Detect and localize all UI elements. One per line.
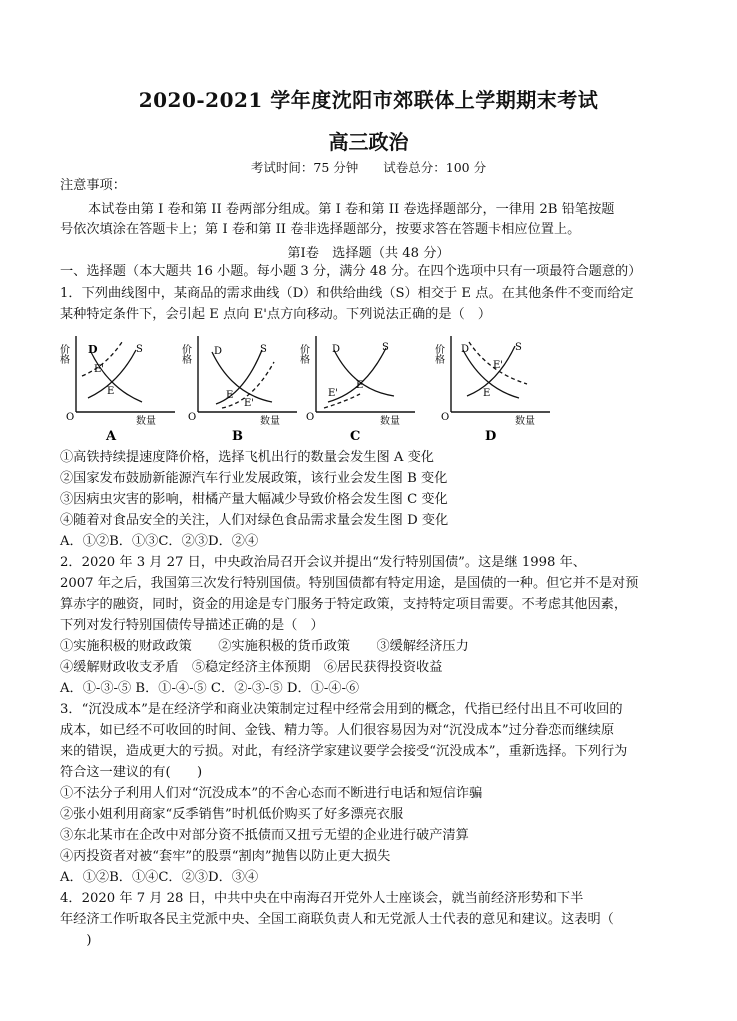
- equilibrium-label: E: [226, 390, 234, 401]
- new-equilibrium-label: E': [493, 360, 504, 371]
- q1-option-1: ①高铁持续提速度降价格，选择飞机出行的数量会发生图 A 变化: [60, 450, 434, 465]
- y-axis-label: 价格: [57, 344, 69, 364]
- q4-stem-line-1: 4．2020 年 7 月 28 日，中共中央在中南海召开党外人士座谈会，就当前经济形势和下半: [60, 891, 584, 906]
- q2-stem-line-4: 下列对发行特别国债传导描述正确的是（ ）: [60, 618, 324, 633]
- section-description: 一、选择题（本大题共 16 小题。每小题 3 分，满分 48 分。在四个选项中只有一项最符合题意的）: [60, 264, 642, 279]
- section-title: 第Ⅰ卷 选择题（共 48 分）: [287, 246, 450, 261]
- y-axis-label: 价格: [432, 344, 444, 364]
- q2-answers: A．①-③-⑤ B．①-④-⑤ C．②-③-⑤ D．①-④-⑥: [60, 681, 360, 696]
- demand-label: D: [88, 343, 98, 356]
- q1-option-3: ③因病虫灾害的影响，柑橘产量大幅减少导致价格会发生图 C 变化: [60, 492, 448, 507]
- demand-label: D: [461, 344, 470, 355]
- x-axis-label: 数量: [260, 416, 280, 427]
- chart-d: [432, 332, 560, 444]
- chart-label: A: [106, 429, 117, 444]
- y-axis-label: 价格: [179, 344, 191, 364]
- q1-stem-line-1: 1．下列曲线图中，某商品的需求曲线（D）和供给曲线（S）相交于 E 点。在其他条件不变而给定: [60, 286, 634, 301]
- q3-option-2: ②张小姐利用商家“反季销售”时机低价购买了好多漂亮衣服: [60, 807, 404, 822]
- chart-c: [297, 332, 425, 444]
- q3-option-4: ④丙投资者对被“套牢”的股票“割肉”抛售以防止更大损失: [60, 849, 391, 864]
- chart-a-svg: [57, 332, 185, 444]
- x-axis-label: 数量: [515, 416, 535, 427]
- equilibrium-label: E: [356, 380, 364, 391]
- page-title: 2020-2021 学年度沈阳市郊联体上学期期末考试: [138, 88, 599, 112]
- q3-stem-line-2: 成本，如已经不可收回的时间、金钱、精力等。人们很容易因为对“沉没成本”过分眷恋而继续原: [60, 723, 615, 738]
- supply-curve: [216, 350, 262, 404]
- notes-line-1: 本试卷由第 I 卷和第 II 卷两部分组成。第 I 卷和第 II 卷选择题部分，一律用 2B 铅笔按题: [88, 202, 615, 217]
- equilibrium-label: E: [107, 386, 115, 397]
- q3-stem-line-3: 来的错误，造成更大的亏损。对此，有经济学家建议要学会接受“沉没成本”，重新选择。下列行为: [60, 744, 628, 759]
- q4-stem-line-2: 年经济工作听取各民主党派中央、全国工商联负责人和无党派人士代表的意见和建议。这表明（: [60, 912, 614, 927]
- demand-curve: [212, 352, 272, 402]
- origin-label: O: [188, 412, 197, 423]
- q4-stem-line-3: ): [60, 933, 92, 948]
- demand-curve: [463, 350, 519, 398]
- chart-label: C: [350, 429, 361, 444]
- notes-line-2: 号依次填涂在答题卡上；第 I 卷和第 II 卷非选择题部分，按要求答在答题卡相应位置上。: [60, 222, 581, 237]
- q3-stem-line-4: 符合这一建议的有( ): [60, 765, 203, 780]
- chart-c-svg: [297, 332, 425, 444]
- q2-stem-line-3: 算赤字的融资，同时，资金的用途是专门服务于特定政策，支持特定项目需要。不考虑其他因素，: [60, 597, 628, 612]
- equilibrium-label: E: [483, 388, 491, 399]
- q3-option-1: ①不法分子利用人们对“沉没成本”的不舍心态而不断进行电话和短信诈骗: [60, 786, 483, 801]
- origin-label: O: [66, 412, 75, 423]
- page-subtitle: 高三政治: [328, 130, 409, 154]
- chart-d-svg: [432, 332, 560, 444]
- origin-label: O: [441, 412, 450, 423]
- chart-label: D: [485, 429, 497, 444]
- demand-curve: [90, 350, 142, 402]
- q2-options-a: ①实施积极的财政政策 ②实施积极的货币政策 ③缓解经济压力: [60, 639, 469, 654]
- supply-label: S: [260, 344, 267, 355]
- q1-option-4: ④随着对食品安全的关注，人们对绿色食品需求量会发生图 D 变化: [60, 513, 449, 528]
- x-axis-label: 数量: [136, 416, 156, 427]
- chart-b: [179, 332, 307, 444]
- x-axis-label: 数量: [380, 416, 400, 427]
- new-equilibrium-label: E': [328, 388, 339, 399]
- q1-option-2: ②国家发布鼓励新能源汽车行业发展政策，该行业会发生图 B 变化: [60, 471, 448, 486]
- supply-label: S: [515, 342, 522, 353]
- demand-curve: [334, 350, 394, 396]
- origin-label: O: [306, 412, 315, 423]
- notes-heading: 注意事项：: [60, 178, 126, 193]
- q3-stem-line-1: 3．“沉没成本”是在经济学和商业决策制定过程中经常会用到的概念，代指已经付出且不可收回的: [60, 702, 623, 717]
- q1-answers: A．①②B．①③C．②③D．②④: [60, 534, 259, 549]
- demand-label: D: [214, 346, 223, 357]
- chart-a: [57, 332, 185, 444]
- chart-b-svg: [179, 332, 307, 444]
- new-equilibrium-label: E': [244, 398, 255, 409]
- chart-label: B: [232, 429, 243, 444]
- q1-stem-line-2: 某种特定条件下，会引起 E 点向 E'点方向移动。下列说法正确的是（ ）: [60, 307, 492, 322]
- exam-info: 考试时间：75 分钟 试卷总分：100 分: [250, 160, 487, 175]
- q2-options-b: ④缓解财政收支矛盾 ⑤稳定经济主体预期 ⑥居民获得投资收益: [60, 660, 443, 675]
- q3-answers: A．①②B．①④C．②③D．③④: [60, 870, 259, 885]
- q3-option-3: ③东北某市在企改中对部分资不抵债而又扭亏无望的企业进行破产清算: [60, 828, 469, 843]
- supply-demand-charts: [57, 332, 620, 444]
- supply-label: S: [136, 344, 143, 355]
- q2-stem-line-1: 2．2020 年 3 月 27 日，中央政治局召开会议并提出“发行特别国债”。这是继 1998 年、: [60, 555, 586, 570]
- supply-label: S: [382, 342, 389, 353]
- new-equilibrium-label: E': [94, 364, 105, 375]
- y-axis-label: 价格: [297, 344, 309, 364]
- supply-curve: [467, 346, 515, 396]
- q2-stem-line-2: 2007 年之后，我国第三次发行特别国债。特别国债都有特定用途，是国债的一种。但它并不是对预: [60, 576, 639, 591]
- demand-label: D: [332, 344, 341, 355]
